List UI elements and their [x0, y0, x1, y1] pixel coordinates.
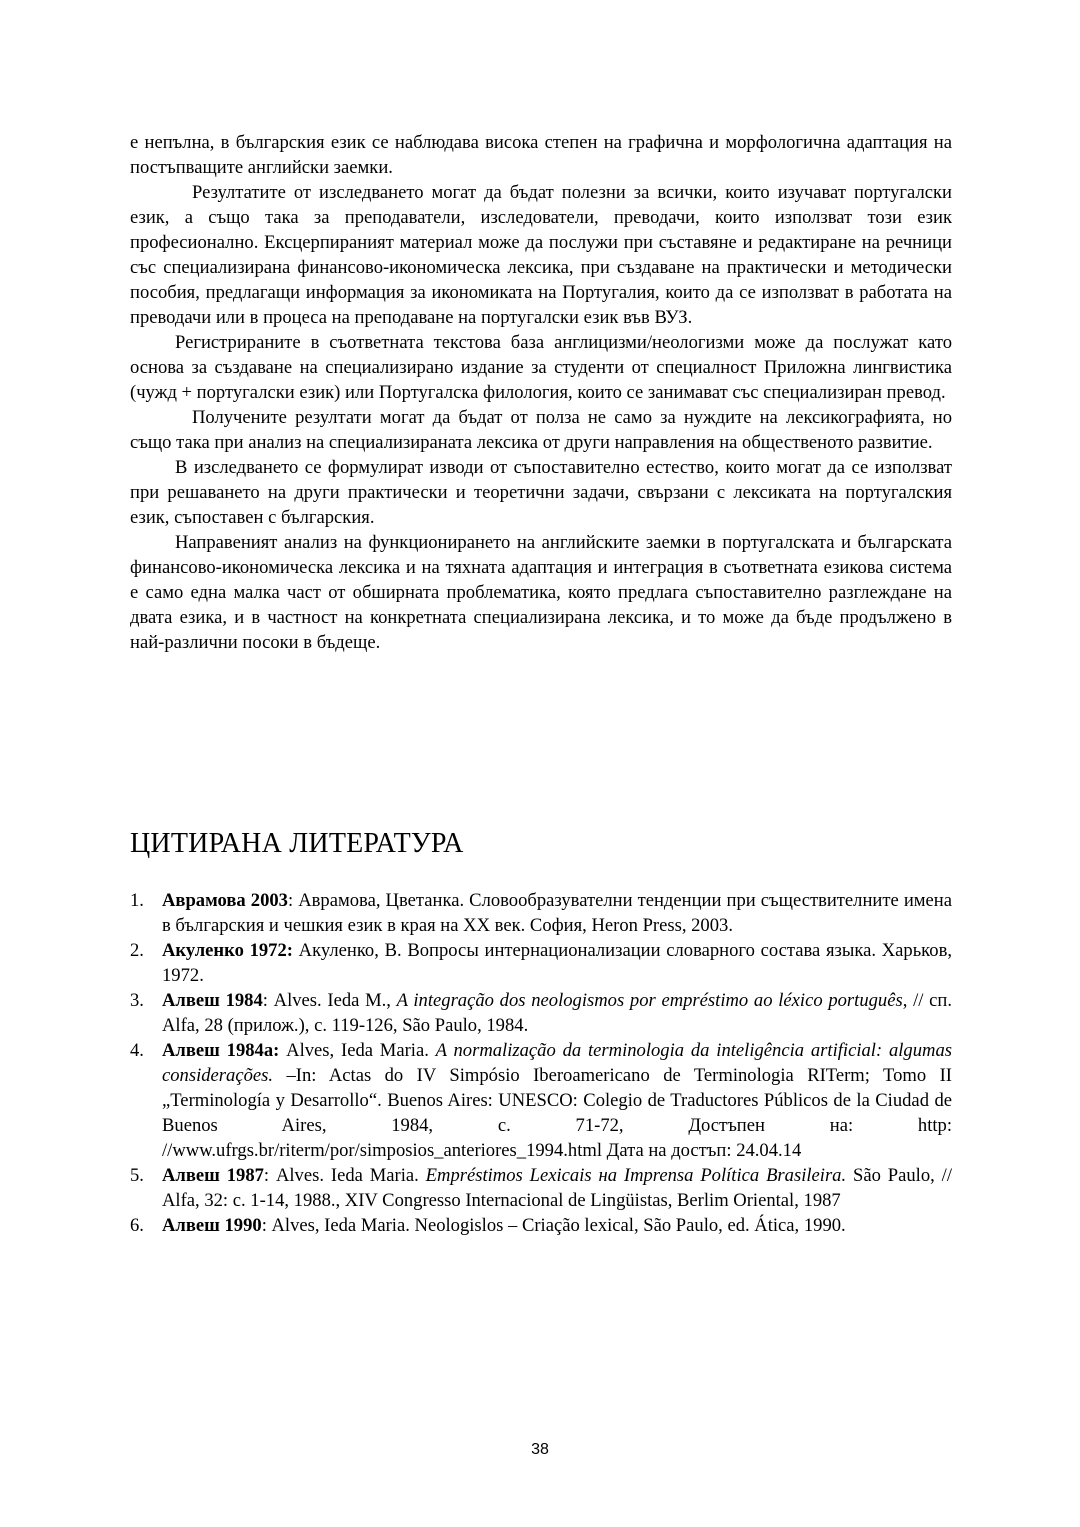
- reference-item: [130, 1038, 952, 1163]
- reference-title: A integração dos neologismos por empréstimo ao léxico português: [396, 990, 903, 1011]
- reference-key: Алвеш 1990: [162, 1215, 262, 1236]
- reference-key: Алвеш 1987: [162, 1165, 264, 1186]
- reference-title: Empréstimos Lexicais на Imprensa Política Brasileira.: [425, 1165, 847, 1186]
- reference-number: 3.: [130, 990, 144, 1011]
- reference-item: [130, 988, 952, 1038]
- paragraph: В изследването се формулират изводи от съпоставително естество, които могат да се използват при решаването на други практически и теоретични задачи, свързани с лексиката на португалския език, съпоставен с българския.: [130, 457, 952, 528]
- paragraph: Регистрираните в съответната текстова база англицизми/неологизми може да послужат като основа за създаване на специализирано издание за студенти от специалност Приложна лингвистика (чужд + португалски език) или Португалска филология, които се занимават със специализиран превод.: [130, 332, 952, 403]
- paragraph: е непълна, в българския език се наблюдава висока степен на графична и морфологична адаптация на постъпващите английски заемки.: [130, 132, 952, 178]
- reference-number: 1.: [130, 890, 144, 911]
- reference-text: : Alves, Ieda Maria. Neologislos – Criação lexical, São Paulo, ed. Ática, 1990.: [261, 1215, 846, 1236]
- reference-text: Alves, Ieda Maria.: [279, 1040, 436, 1061]
- paragraph: Направеният анализ на функционирането на английските заемки в португалската и българската финансово-икономическа лексика и на тяхната адаптация и интеграция в съответната езикова система е само една малка част от обширната проблематика, която предлага съпоставително разглеждане на двата езика, и в частност на конкретната специализирана лексика, и то може да бъде продължено в най-различни посоки в бъдеще.: [130, 532, 952, 653]
- reference-text: Акуленко, В. Вопросы интернационализации словарного состава языка. Харьков, 1972.: [162, 940, 952, 986]
- reference-number: 4.: [130, 1040, 144, 1061]
- reference-item: [130, 1213, 952, 1238]
- reference-number: 2.: [130, 940, 144, 961]
- paragraph: Получените резултати могат да бъдат от полза не само за нуждите на лексикографията, но също така при анализ на специализираната лексика от други направления на общественото развитие.: [130, 407, 952, 453]
- reference-item: [130, 938, 952, 988]
- reference-rest: –In: Actas do IV Simpósio Iberoamericano de Terminologia RITerm; Tomo II „Terminología y Desarrollo“. Buenos Aires: UNESCO: Colegio de Traductores Públicos de la Ciudad de Buenos Aires, 1984, с. 71-72, Достъпен на: http: //www.ufrgs.br/riterm/por/simposios_anteriores_1994.html Дата на достъп: 24.04.14: [162, 1065, 952, 1161]
- reference-rest: , // сп. Alfa, 28 (прилож.), с. 119-126, São Paulo, 1984.: [162, 990, 952, 1036]
- reference-number: 5.: [130, 1165, 144, 1186]
- reference-text: : Alves. Ieda Maria.: [263, 1165, 426, 1186]
- reference-key: Алвеш 1984: [162, 990, 263, 1011]
- page-number: 38: [531, 1441, 549, 1458]
- reference-title: A normalização da terminologia da inteligência artificial: algumas considerações.: [162, 1040, 952, 1086]
- reference-text: : Аврамова, Цветанка. Словообразувателни тенденции при съществителните имена в българския и чешкия език в края на XX век. София, Heron Press, 2003.: [162, 890, 952, 936]
- reference-text: : Alves. Ieda M.,: [262, 990, 397, 1011]
- reference-key: Алвеш 1984а:: [162, 1040, 280, 1061]
- reference-item: [130, 888, 952, 938]
- references-list: [130, 888, 952, 1238]
- reference-key: Акуленко 1972:: [162, 940, 293, 961]
- reference-item: [130, 1163, 952, 1213]
- paragraph: Резултатите от изследването могат да бъдат полезни за всички, които изучават португалски език, а също така за преподаватели, изследователи, преводачи, които използват този език професионално. Ексцерпираният материал може да послужи при съставяне и редактиране на речници със специализирана финансово-икономическа лексика, при създаване на практически и методически пособия, предлагащи информация за икономиката на Португалия, които да се използват в работата на преводачи или в процеса на преподаване на португалски език във ВУЗ.: [130, 182, 952, 328]
- reference-number: 6.: [130, 1215, 144, 1236]
- body-text: [130, 130, 952, 655]
- reference-key: Аврамова 2003: [162, 890, 288, 911]
- references-heading: ЦИТИРАНА ЛИТЕРАТУРА: [130, 828, 464, 859]
- reference-rest: São Paulo, // Alfa, 32: с. 1-14, 1988., XIV Congresso Internacional de Lingüistas, Berlim Oriental, 1987: [162, 1165, 952, 1211]
